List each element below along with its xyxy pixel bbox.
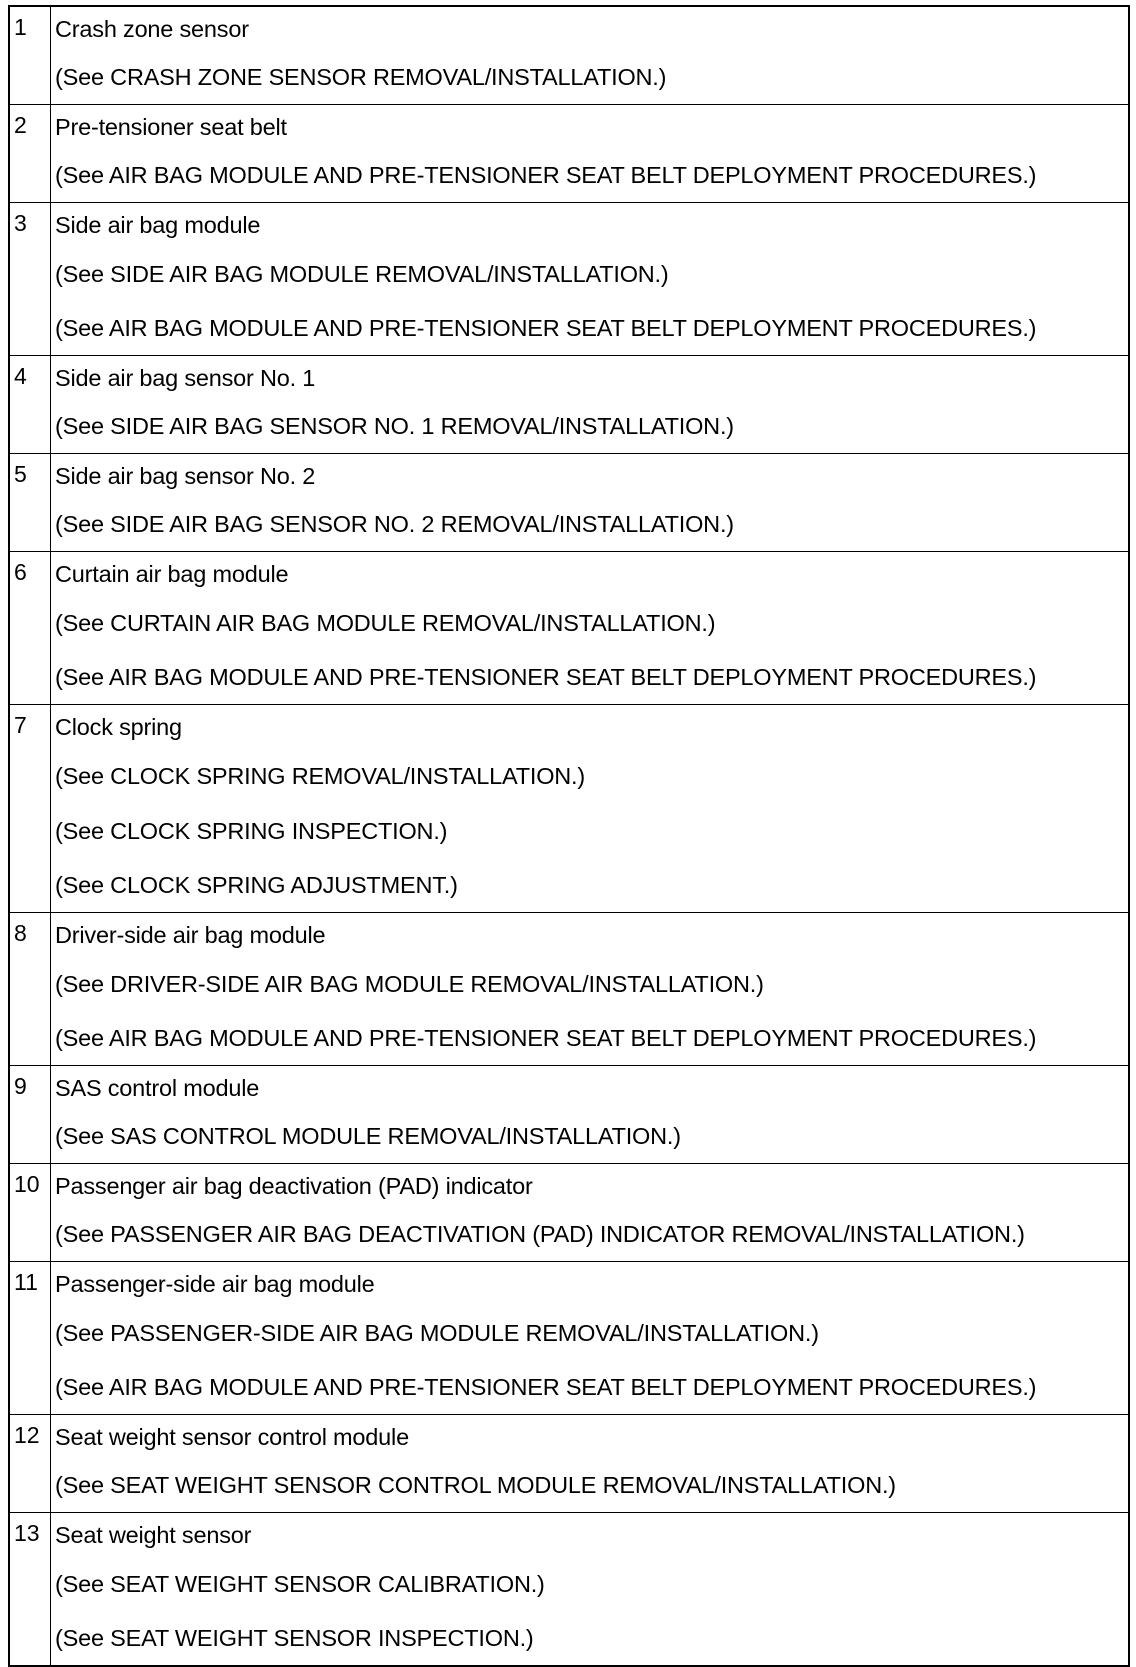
component-name: Passenger air bag deactivation (PAD) indicator bbox=[55, 1173, 533, 1199]
component-name: Seat weight sensor control module bbox=[55, 1424, 409, 1450]
component-name: Passenger-side air bag module bbox=[55, 1271, 375, 1297]
item-number: 9 bbox=[9, 1066, 51, 1164]
item-content bbox=[51, 1415, 1130, 1513]
table-row bbox=[9, 1262, 1129, 1415]
table-row bbox=[9, 105, 1129, 203]
procedure-reference: (See AIR BAG MODULE AND PRE-TENSIONER SEAT BELT DEPLOYMENT PROCEDURES.) bbox=[55, 1025, 1037, 1051]
item-content bbox=[51, 356, 1130, 454]
item-content bbox=[51, 705, 1130, 913]
procedure-reference: (See SIDE AIR BAG SENSOR NO. 1 REMOVAL/INSTALLATION.) bbox=[55, 413, 734, 439]
procedure-reference: (See AIR BAG MODULE AND PRE-TENSIONER SEAT BELT DEPLOYMENT PROCEDURES.) bbox=[55, 1374, 1037, 1400]
item-number: 2 bbox=[9, 105, 51, 203]
table-row bbox=[9, 6, 1129, 105]
component-name: Crash zone sensor bbox=[55, 16, 249, 42]
item-number: 4 bbox=[9, 356, 51, 454]
item-content bbox=[51, 105, 1130, 203]
item-number: 8 bbox=[9, 913, 51, 1066]
procedure-reference: (See CLOCK SPRING INSPECTION.) bbox=[55, 818, 448, 844]
procedure-reference: (See SAS CONTROL MODULE REMOVAL/INSTALLATION.) bbox=[55, 1123, 681, 1149]
item-number: 7 bbox=[9, 705, 51, 913]
component-name: SAS control module bbox=[55, 1075, 260, 1101]
item-number: 5 bbox=[9, 454, 51, 552]
procedure-reference: (See CRASH ZONE SENSOR REMOVAL/INSTALLATION.) bbox=[55, 64, 667, 90]
table-row bbox=[9, 913, 1129, 1066]
table-row bbox=[9, 203, 1129, 356]
procedure-reference: (See DRIVER-SIDE AIR BAG MODULE REMOVAL/INSTALLATION.) bbox=[55, 971, 764, 997]
table-row bbox=[9, 705, 1129, 913]
table-row bbox=[9, 1066, 1129, 1164]
item-number: 12 bbox=[9, 1415, 51, 1513]
procedure-reference: (See SEAT WEIGHT SENSOR CALIBRATION.) bbox=[55, 1571, 545, 1597]
component-name: Pre-tensioner seat belt bbox=[55, 114, 287, 140]
procedure-reference: (See CLOCK SPRING ADJUSTMENT.) bbox=[55, 872, 458, 898]
component-name: Side air bag sensor No. 1 bbox=[55, 365, 316, 391]
component-name: Side air bag sensor No. 2 bbox=[55, 463, 316, 489]
procedure-reference: (See AIR BAG MODULE AND PRE-TENSIONER SEAT BELT DEPLOYMENT PROCEDURES.) bbox=[55, 162, 1037, 188]
item-content bbox=[51, 1262, 1130, 1415]
procedure-reference: (See SEAT WEIGHT SENSOR INSPECTION.) bbox=[55, 1625, 534, 1651]
item-content bbox=[51, 913, 1130, 1066]
item-number: 13 bbox=[9, 1513, 51, 1667]
table-row bbox=[9, 1164, 1129, 1262]
procedure-reference: (See AIR BAG MODULE AND PRE-TENSIONER SEAT BELT DEPLOYMENT PROCEDURES.) bbox=[55, 315, 1037, 341]
component-reference-table bbox=[8, 5, 1130, 1667]
item-content bbox=[51, 6, 1130, 105]
component-name: Driver-side air bag module bbox=[55, 922, 326, 948]
item-content bbox=[51, 552, 1130, 705]
table-body bbox=[9, 6, 1129, 1666]
table-row bbox=[9, 454, 1129, 552]
table-row bbox=[9, 1513, 1129, 1667]
component-name: Seat weight sensor bbox=[55, 1522, 252, 1548]
procedure-reference: (See CLOCK SPRING REMOVAL/INSTALLATION.) bbox=[55, 763, 586, 789]
table-row bbox=[9, 552, 1129, 705]
item-number: 10 bbox=[9, 1164, 51, 1262]
procedure-reference: (See AIR BAG MODULE AND PRE-TENSIONER SEAT BELT DEPLOYMENT PROCEDURES.) bbox=[55, 664, 1037, 690]
item-content bbox=[51, 1164, 1130, 1262]
procedure-reference: (See SEAT WEIGHT SENSOR CONTROL MODULE REMOVAL/INSTALLATION.) bbox=[55, 1472, 896, 1498]
table-row bbox=[9, 356, 1129, 454]
procedure-reference: (See PASSENGER-SIDE AIR BAG MODULE REMOVAL/INSTALLATION.) bbox=[55, 1320, 819, 1346]
item-content bbox=[51, 1513, 1130, 1667]
item-content bbox=[51, 1066, 1130, 1164]
table-row bbox=[9, 1415, 1129, 1513]
item-number: 1 bbox=[9, 6, 51, 105]
item-content bbox=[51, 454, 1130, 552]
item-number: 6 bbox=[9, 552, 51, 705]
component-name: Clock spring bbox=[55, 714, 182, 740]
procedure-reference: (See CURTAIN AIR BAG MODULE REMOVAL/INSTALLATION.) bbox=[55, 610, 716, 636]
component-name: Side air bag module bbox=[55, 212, 261, 238]
item-number: 11 bbox=[9, 1262, 51, 1415]
component-name: Curtain air bag module bbox=[55, 561, 289, 587]
item-number: 3 bbox=[9, 203, 51, 356]
procedure-reference: (See SIDE AIR BAG SENSOR NO. 2 REMOVAL/INSTALLATION.) bbox=[55, 511, 734, 537]
procedure-reference: (See SIDE AIR BAG MODULE REMOVAL/INSTALLATION.) bbox=[55, 261, 669, 287]
procedure-reference: (See PASSENGER AIR BAG DEACTIVATION (PAD) INDICATOR REMOVAL/INSTALLATION.) bbox=[55, 1221, 1025, 1247]
item-content bbox=[51, 203, 1130, 356]
